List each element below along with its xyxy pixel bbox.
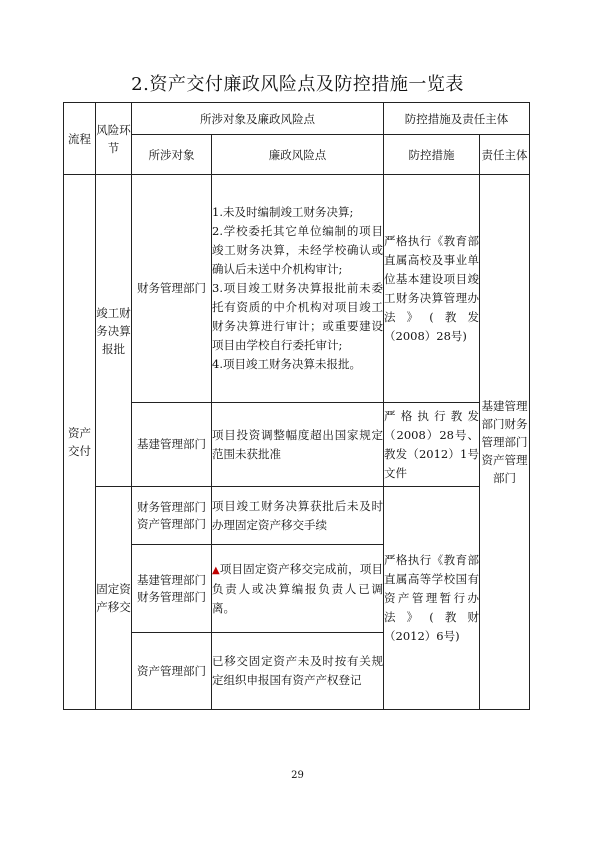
table-row: [64, 175, 530, 403]
risk-line: 4.项目竣工财务决算未报批。: [212, 357, 361, 371]
risk-cell: [212, 175, 384, 403]
header-process: 流程: [64, 103, 96, 175]
object-cell: 基建管理部门: [132, 403, 212, 487]
header-objects-group: 所涉对象及廉政风险点: [132, 103, 384, 135]
page-number: 29: [291, 770, 304, 781]
header-row-2: [64, 135, 530, 175]
header-row-1: [64, 103, 530, 135]
stage-fixed-asset: 固定资产移交: [96, 487, 132, 710]
object-cell: 财务管理部门资产管理部门: [132, 487, 212, 545]
header-responsible: 责任主体: [480, 135, 530, 175]
risk-cell: [212, 545, 384, 633]
risk-cell: 已移交固定资产未及时按有关规定组织申报国有资产产权登记: [212, 633, 384, 710]
header-risks: 廉政风险点: [212, 135, 384, 175]
header-risk-stage: 风险环节: [96, 103, 132, 175]
risk-cell: 项目投资调整幅度超出国家规定范围未获批准: [212, 403, 384, 487]
stage-settlement: 竣工财务决算报批: [96, 175, 132, 487]
object-cell: 资产管理部门: [132, 633, 212, 710]
risk-text: 项目固定资产移交完成前，项目负责人或决算编报负责人已调离。: [212, 561, 383, 615]
header-measures: 防控措施: [384, 135, 480, 175]
measure-cell: 严格执行《教育部直属高校及事业单位基本建设项目竣工财务决算管理办法》(教发（2008）28号): [384, 175, 480, 403]
responsible-cell: 基建管理部门财务管理部门资产管理部门: [480, 175, 530, 710]
risk-cell: 项目竣工财务决算获批后未及时办理固定资产移交手续: [212, 487, 384, 545]
object-cell: 财务管理部门: [132, 175, 212, 403]
risk-line: 3.项目竣工财务决算报批前未委托有资质的中介机构对项目竣工财务决算进行审计；或重要建设项目由学校自行委托审计;: [212, 281, 383, 352]
table-row: [64, 487, 530, 545]
process-cell: 资产交付: [64, 175, 96, 710]
object-cell: 基建管理部门财务管理部门: [132, 545, 212, 633]
measure-cell: 严格执行《教育部直属高等学校国有资产管理暂行办法》(教财（2012）6号): [384, 487, 480, 710]
risk-line: 1.未及时编制竣工财务决算;: [212, 205, 354, 219]
page-title: 2.资产交付廉政风险点及防控措施一览表: [131, 74, 464, 95]
risk-table: [63, 102, 530, 710]
header-objects: 所涉对象: [132, 135, 212, 175]
header-control-group: 防控措施及责任主体: [384, 103, 530, 135]
triangle-marker: ▲: [212, 564, 220, 576]
table-row: [64, 403, 530, 487]
risk-line: 2.学校委托其它单位编制的项目竣工财务决算，未经学校确认或确认后未送中介机构审计;: [212, 224, 383, 276]
measure-cell: 严格执行教发（2008）28号、教发（2012）1号文件: [384, 403, 480, 487]
